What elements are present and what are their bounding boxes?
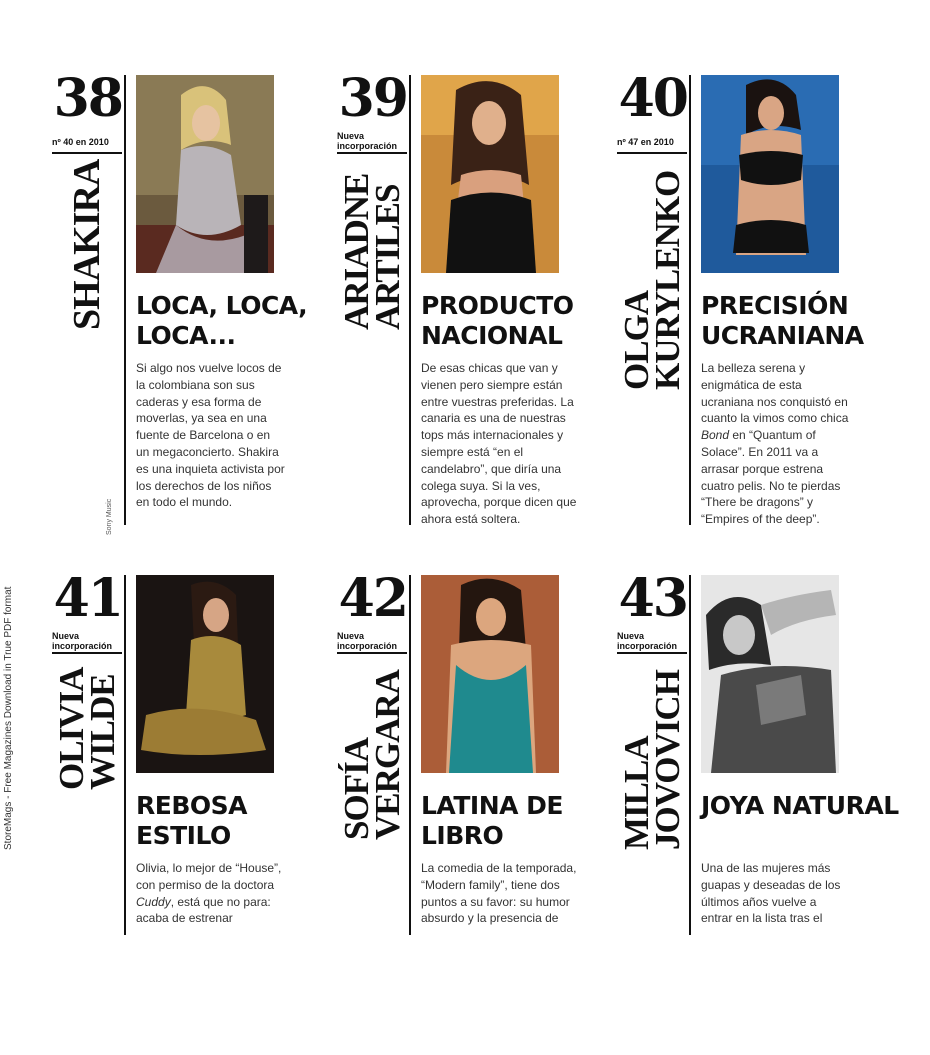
column-divider <box>124 575 126 935</box>
celebrity-name <box>52 150 122 330</box>
rank-previous-position: Nueva incorporación <box>52 631 113 651</box>
celebrity-photo <box>701 75 839 273</box>
celebrity-name-line: OLGA <box>617 290 656 390</box>
rank-previous-position: Nueva incorporación <box>337 131 398 151</box>
rank-divider <box>337 152 407 154</box>
entry-headline: LATINA DE LIBRO <box>421 791 563 850</box>
rank-number: 38 <box>53 68 122 129</box>
celebrity-name <box>617 660 687 850</box>
celebrity-name <box>337 160 407 330</box>
entry-body: Si algo nos vuelve locos de la colombiana son sus caderas y esa forma de moverlas, ya sea en una fuente de Barcelona o en un megaconcierto. Shakira es una inquieta activista por los derechos de los niños en todo el mundo. <box>136 361 285 510</box>
celebrity-name-line: ARTILES <box>368 184 407 330</box>
entry-headline: REBOSA ESTILO <box>136 791 247 850</box>
photo-credit: Sony Music <box>106 498 113 535</box>
celebrity-photo <box>136 575 274 773</box>
rank-previous-position: Nueva incorporación <box>617 631 678 651</box>
rank-number: 39 <box>338 68 407 129</box>
celebrity-name-line: SHAKIRA <box>65 159 108 330</box>
column-divider <box>689 75 691 525</box>
celebrity-name <box>617 160 687 390</box>
entry-headline: LOCA, LOCA, LOCA... <box>136 291 308 350</box>
entry-body <box>136 860 286 927</box>
entry-body-text: Olivia, lo mejor de “House”, con permiso de la doctora <box>136 861 282 892</box>
celebrity-photo <box>421 75 559 273</box>
ranking-entry-39 <box>337 68 627 555</box>
entry-body-text: , está que no para: acaba de estrenar <box>136 894 271 926</box>
celebrity-name <box>337 660 407 840</box>
column-divider <box>409 75 411 525</box>
entry-body: La comedia de la temporada, “Modern family”, tiene dos puntos a su favor: su humor absurdo y la presencia de <box>421 861 577 926</box>
celebrity-name-line: OLIVIA <box>52 667 91 790</box>
rank-number: 43 <box>618 568 687 629</box>
column-divider <box>689 575 691 935</box>
celebrity-name-line: ARIADNE <box>337 173 376 330</box>
rank-number: 41 <box>53 568 122 629</box>
entry-headline: PRODUCTO NACIONAL <box>421 291 574 350</box>
entry-body-text: en “Quantum of Solace”. En 2011 va a arrasar porque estrena cuatro pelis. No te pierdas “There be dragons” y “Empires of the deep”. <box>701 428 841 527</box>
ranking-entry-41 <box>52 568 342 1055</box>
rank-number: 40 <box>618 68 687 129</box>
celebrity-name-line: SOFÍA <box>337 738 376 840</box>
celebrity-photo <box>701 575 839 773</box>
entry-body: De esas chicas que van y vienen pero siempre están entre vuestras preferidas. La canaria es una de nuestras tops más internacionales y siempre está “en el candelabro”, que diría una colega suya. Si la ves, aprovecha, porque dicen que ahora está soltera. <box>421 361 577 527</box>
celebrity-photo <box>136 75 274 273</box>
celebrity-name-line: KURYLENKO <box>648 170 687 390</box>
celebrity-name-line: MILLA <box>617 736 656 850</box>
column-divider <box>409 575 411 935</box>
celebrity-name <box>52 660 122 790</box>
ranking-entry-43 <box>617 568 907 1055</box>
entry-body-italic: Cuddy <box>136 894 171 909</box>
entry-body <box>701 360 851 528</box>
rank-number: 42 <box>338 568 407 629</box>
entry-body: Una de las mujeres más guapas y deseadas de los últimos años vuelve a entrar en la lista tras el <box>701 861 841 926</box>
celebrity-name-line: WILDE <box>83 674 122 790</box>
entry-body-text: La belleza serena y enigmática de esta ucraniana nos conquistó en cuanto la vimos como chica <box>701 361 849 426</box>
entry-body-italic: Bond <box>701 428 730 443</box>
rank-previous-position: nº 40 en 2010 <box>52 137 109 147</box>
rank-divider <box>52 652 122 654</box>
entry-headline: JOYA NATURAL <box>701 791 899 820</box>
entry-headline: PRECISIÓN UCRANIANA <box>701 291 864 350</box>
ranking-entry-40 <box>617 68 907 555</box>
rank-previous-position: nº 47 en 2010 <box>617 137 674 147</box>
rank-previous-position: Nueva incorporación <box>337 631 398 651</box>
celebrity-name-line: JOVOVICH <box>648 670 687 850</box>
column-divider <box>124 75 126 525</box>
ranking-entry-38 <box>52 68 342 555</box>
rank-divider <box>337 652 407 654</box>
rank-divider <box>617 652 687 654</box>
celebrity-photo <box>421 575 559 773</box>
ranking-entry-42 <box>337 568 627 1055</box>
rank-divider <box>617 152 687 154</box>
celebrity-name-line: VERGARA <box>368 670 407 840</box>
side-watermark: StoreMags - Free Magazines Download in True PDF format <box>3 586 14 850</box>
